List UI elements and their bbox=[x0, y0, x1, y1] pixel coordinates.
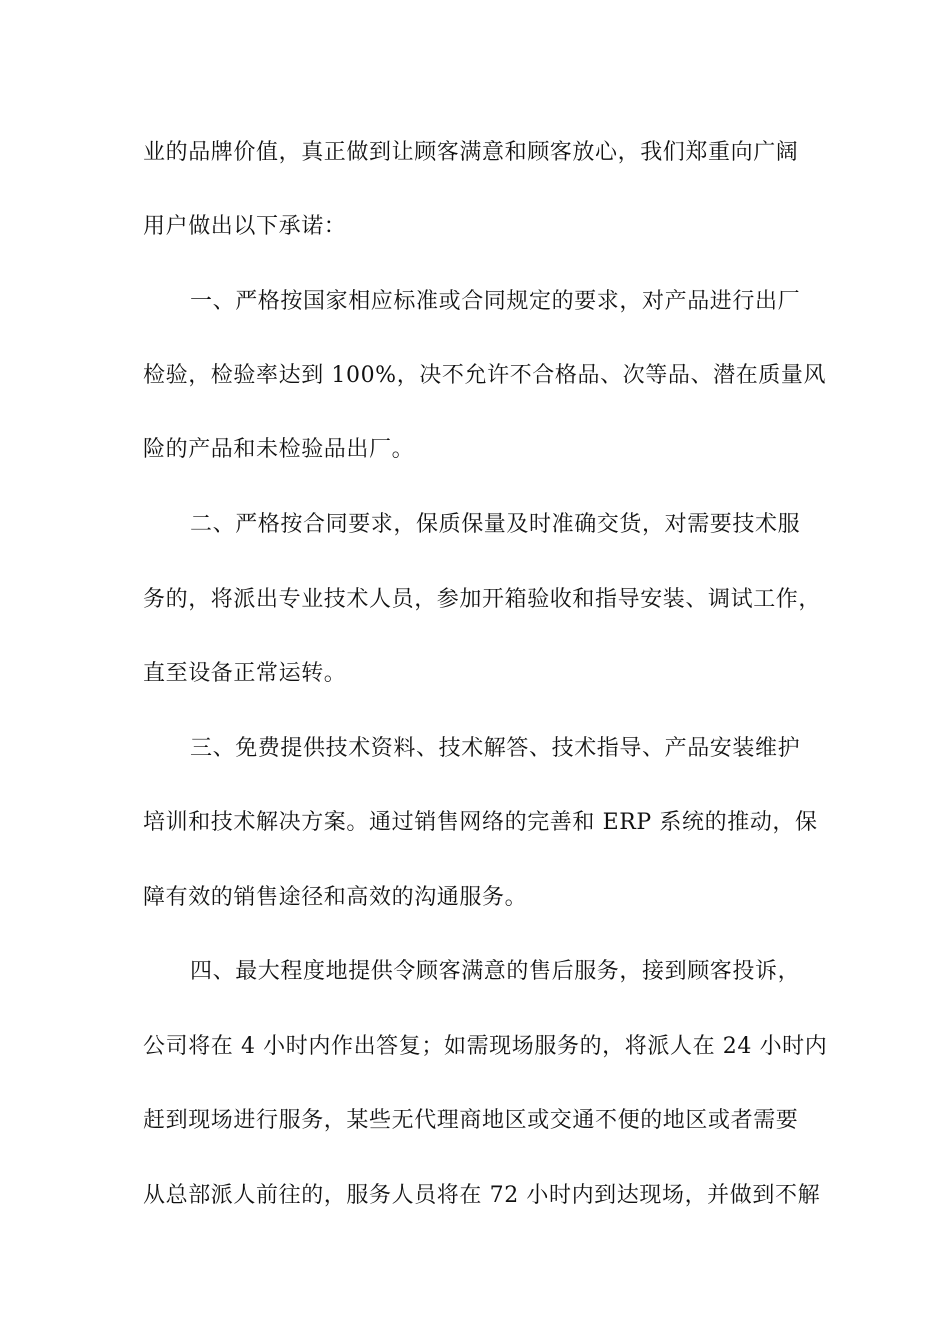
text-line-2: 用户做出以下承诺： bbox=[143, 214, 347, 239]
clause-3-line-1: 三、免费提供技术资料、技术解答、技术指导、产品安装维护 bbox=[190, 736, 801, 761]
clause-4-line-4: 从总部派人前往的，服务人员将在 72 小时内到达现场，并做到不解 bbox=[143, 1183, 821, 1208]
clause-1-line-3: 险的产品和未检验品出厂。 bbox=[143, 437, 415, 462]
clause-4-line-2: 公司将在 4 小时内作出答复；如需现场服务的，将派人在 24 小时内 bbox=[143, 1034, 828, 1059]
clause-2-line-3: 直至设备正常运转。 bbox=[143, 661, 347, 686]
clause-2-line-2: 务的，将派出专业技术人员，参加开箱验收和指导安装、调试工作， bbox=[143, 587, 822, 612]
clause-4-line-1: 四、最大程度地提供令顾客满意的售后服务，接到顾客投诉， bbox=[190, 959, 801, 984]
clause-2-line-1: 二、严格按合同要求，保质保量及时准确交货，对需要技术服 bbox=[190, 512, 801, 537]
clause-4-line-3: 赶到现场进行服务，某些无代理商地区或交通不便的地区或者需要 bbox=[143, 1108, 799, 1133]
clause-3-line-2: 培训和技术解决方案。通过销售网络的完善和 ERP 系统的推动，保 bbox=[143, 810, 818, 835]
clause-1-line-1: 一、严格按国家相应标准或合同规定的要求，对产品进行出厂 bbox=[190, 289, 801, 314]
text-line-1: 业的品牌价值，真正做到让顾客满意和顾客放心，我们郑重向广阔 bbox=[143, 140, 799, 165]
clause-1-line-2: 检验，检验率达到 100%，决不允许不合格品、次等品、潜在质量风 bbox=[143, 363, 827, 388]
clause-3-line-3: 障有效的销售途径和高效的沟通服务。 bbox=[143, 885, 528, 910]
